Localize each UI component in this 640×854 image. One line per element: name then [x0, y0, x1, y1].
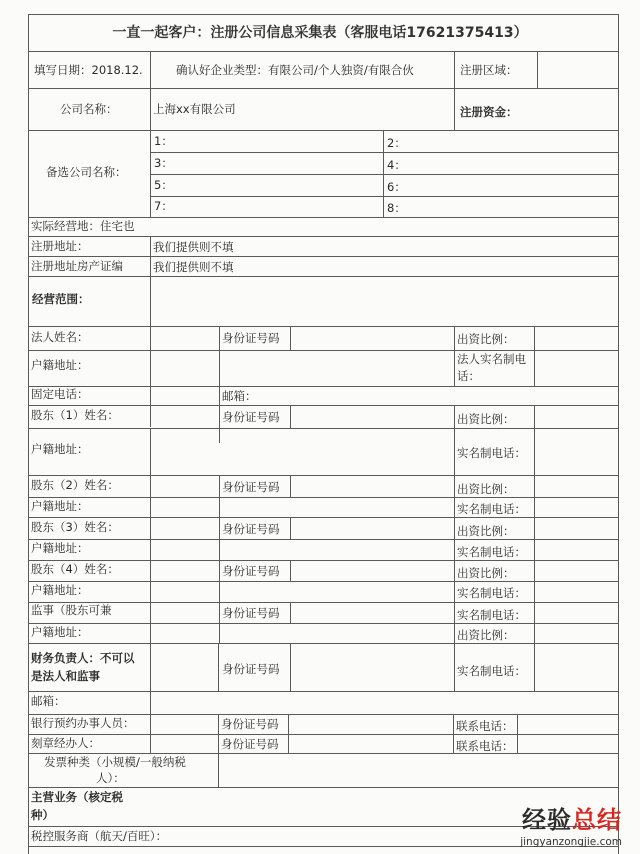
bank-staff-phone-label: 联系电话：	[456, 719, 514, 733]
shareholder-4-name-label: 股东（4）姓名：	[31, 562, 119, 576]
frame-right	[618, 14, 619, 854]
business-scope-label: 经营范围：	[32, 292, 90, 306]
col-rule	[150, 236, 151, 326]
rule	[28, 787, 619, 788]
col-rule	[534, 405, 535, 643]
rule	[28, 753, 619, 754]
col-rule	[219, 475, 220, 643]
company-name-value[interactable]: 上海xx有限公司	[153, 102, 236, 116]
rule	[28, 405, 619, 406]
shareholder-3-phone-label: 实名制电话：	[457, 545, 526, 559]
rule	[28, 560, 619, 561]
reg-address-value[interactable]: 我们提供则不填	[153, 240, 234, 254]
shareholder-1-household-label: 户籍地址：	[31, 442, 89, 456]
col-rule	[150, 130, 151, 217]
shareholder-4-household-label: 户籍地址：	[31, 583, 89, 597]
rule	[28, 602, 619, 603]
alt-names-label: 备选公司名称：	[46, 165, 127, 179]
col-rule	[150, 691, 151, 753]
rule	[28, 326, 619, 327]
actual-address-label: 实际经营地：住宅也	[31, 219, 135, 233]
shareholder-4-phone-label: 实名制电话：	[457, 586, 526, 600]
col-rule	[453, 714, 454, 754]
rule	[28, 714, 619, 715]
col-rule	[219, 326, 220, 443]
main-business-label-line2: 种）	[31, 808, 54, 822]
shareholder-3-household-label: 户籍地址：	[31, 541, 89, 555]
shareholder-4-share-label: 出资比例：	[457, 566, 515, 580]
col-rule	[454, 51, 455, 130]
rule	[28, 51, 619, 52]
rule	[28, 497, 619, 498]
col-rule	[534, 326, 535, 386]
alt-name-slot-4[interactable]: 4：	[387, 158, 406, 172]
finance-phone-label: 实名制电话：	[457, 664, 526, 678]
rule	[28, 88, 619, 89]
rule	[28, 691, 619, 692]
tax-control-label: 税控服务商（航天/百旺）：	[31, 829, 168, 843]
alt-name-slot-3[interactable]: 3：	[154, 156, 173, 170]
reg-area-label: 注册区域：	[460, 63, 518, 77]
rule	[150, 174, 619, 175]
alt-name-slot-5[interactable]: 5：	[154, 178, 173, 192]
col-rule	[290, 475, 291, 497]
rule	[28, 517, 619, 518]
enterprise-type-label: 确认好企业类型：有限公司/个人独资/有限合伙	[176, 63, 414, 77]
legal-household-label: 户籍地址：	[31, 358, 89, 372]
col-rule	[454, 643, 455, 691]
shareholder-2-household-label: 户籍地址：	[31, 499, 89, 513]
rule	[28, 217, 619, 218]
supervisor-name-label: 监事（股东可兼	[31, 603, 112, 617]
rule	[28, 256, 619, 257]
supervisor-phone-label: 实名制电话：	[457, 608, 526, 622]
finance-label-line1: 财务负责人：不可以	[31, 651, 135, 665]
col-rule	[290, 517, 291, 539]
col-rule	[218, 753, 219, 787]
shareholder-1-share-label: 出资比例：	[457, 412, 515, 426]
watermark-logo	[520, 800, 622, 848]
main-business-label-line1: 主营业务（核定税	[31, 790, 123, 804]
invoice-type-label-line1: 发票种类（小规模/一般纳税	[44, 755, 186, 769]
rule	[28, 236, 619, 237]
rule	[28, 130, 619, 131]
col-rule	[290, 602, 291, 623]
col-rule	[534, 643, 535, 691]
legal-realname-phone-label-line2: 话：	[457, 369, 480, 383]
col-rule	[454, 326, 455, 386]
legal-name-label: 法人姓名：	[31, 330, 89, 344]
rule	[28, 428, 619, 429]
seal-agent-label: 刻章经办人：	[31, 736, 100, 750]
rule	[28, 734, 619, 735]
seal-agent-phone-label: 联系电话：	[456, 739, 514, 753]
col-rule	[517, 714, 518, 754]
rule	[28, 276, 619, 277]
alt-name-slot-1[interactable]: 1：	[154, 134, 173, 148]
watermark-url: jingyanzongjie.com	[520, 836, 622, 848]
invoice-type-label-line2: 人）：	[96, 771, 125, 785]
bank-staff-label: 银行预约办事人员：	[31, 716, 135, 730]
alt-name-slot-7[interactable]: 7：	[154, 199, 173, 213]
col-rule	[290, 326, 291, 350]
shareholder-1-name-label: 股东（1）姓名：	[31, 408, 119, 422]
col-rule	[150, 428, 151, 691]
rule	[28, 539, 619, 540]
reg-area-field[interactable]	[541, 52, 617, 87]
shareholder-4-id-label: 身份证号码	[222, 564, 280, 578]
legal-realname-phone-label-line1: 法人实名制电	[457, 352, 526, 366]
rule	[28, 623, 619, 624]
company-name-label: 公司名称：	[60, 102, 118, 116]
col-rule	[537, 51, 538, 88]
supervisor-household-label: 户籍地址：	[31, 625, 89, 639]
bank-staff-id-label: 身份证号码	[221, 717, 279, 731]
watermark-text	[520, 800, 622, 835]
shareholder-3-id-label: 身份证号码	[222, 522, 280, 536]
col-rule	[290, 405, 291, 428]
fill-date-label: 填写日期：2018.12.	[34, 63, 143, 77]
rule	[28, 643, 619, 644]
col-rule	[290, 643, 291, 691]
reg-capital-label: 注册资金：	[460, 105, 518, 119]
shareholder-1-phone-label: 实名制电话：	[457, 446, 526, 460]
col-rule	[150, 326, 151, 427]
property-cert-value[interactable]: 我们提供则不填	[153, 260, 234, 274]
form-title: 一直一起客户：注册公司信息采集表（客服电话17621375413）	[112, 25, 528, 41]
col-rule	[218, 714, 219, 754]
finance-id-label: 身份证号码	[222, 662, 280, 676]
legal-id-label: 身份证号码	[222, 331, 280, 345]
landline-label: 固定电话：	[31, 387, 89, 401]
seal-agent-id-label: 身份证号码	[221, 737, 279, 751]
supervisor-id-label: 身份证号码	[222, 606, 280, 620]
col-rule	[150, 51, 151, 130]
finance-label-line2: 是法人和监事	[31, 669, 100, 683]
property-cert-label: 注册地址房产证编	[31, 259, 123, 273]
rule	[150, 152, 619, 153]
alt-name-slot-6[interactable]: 6：	[387, 180, 406, 194]
rule	[28, 386, 619, 387]
rule	[150, 196, 619, 197]
frame-left	[28, 14, 29, 854]
legal-share-ratio-label: 出资比例：	[457, 332, 515, 346]
supervisor-share-label: 出资比例：	[457, 628, 515, 642]
shareholder-1-id-label: 身份证号码	[222, 410, 280, 424]
rule	[28, 581, 619, 582]
shareholder-3-name-label: 股东（3）姓名：	[31, 520, 119, 534]
finance-mailbox-label: 邮箱：	[31, 694, 66, 708]
rule	[28, 475, 619, 476]
rule	[28, 14, 619, 15]
mailbox-label: 邮箱：	[222, 389, 257, 403]
col-rule	[218, 643, 219, 691]
shareholder-2-share-label: 出资比例：	[457, 482, 515, 496]
alt-name-slot-2[interactable]: 2：	[387, 136, 406, 150]
shareholder-2-phone-label: 实名制电话：	[457, 502, 526, 516]
watermark-text-black: 经验	[522, 806, 572, 834]
col-rule	[288, 714, 289, 754]
alt-name-slot-8[interactable]: 8：	[387, 201, 406, 215]
col-rule	[290, 560, 291, 581]
watermark-text-red: 总结	[572, 806, 622, 834]
shareholder-2-id-label: 身份证号码	[222, 480, 280, 494]
col-rule	[454, 405, 455, 643]
reg-address-label: 注册地址：	[31, 239, 89, 253]
shareholder-2-name-label: 股东（2）姓名：	[31, 478, 119, 492]
shareholder-3-share-label: 出资比例：	[457, 524, 515, 538]
col-rule	[383, 130, 384, 217]
rule	[28, 350, 619, 351]
